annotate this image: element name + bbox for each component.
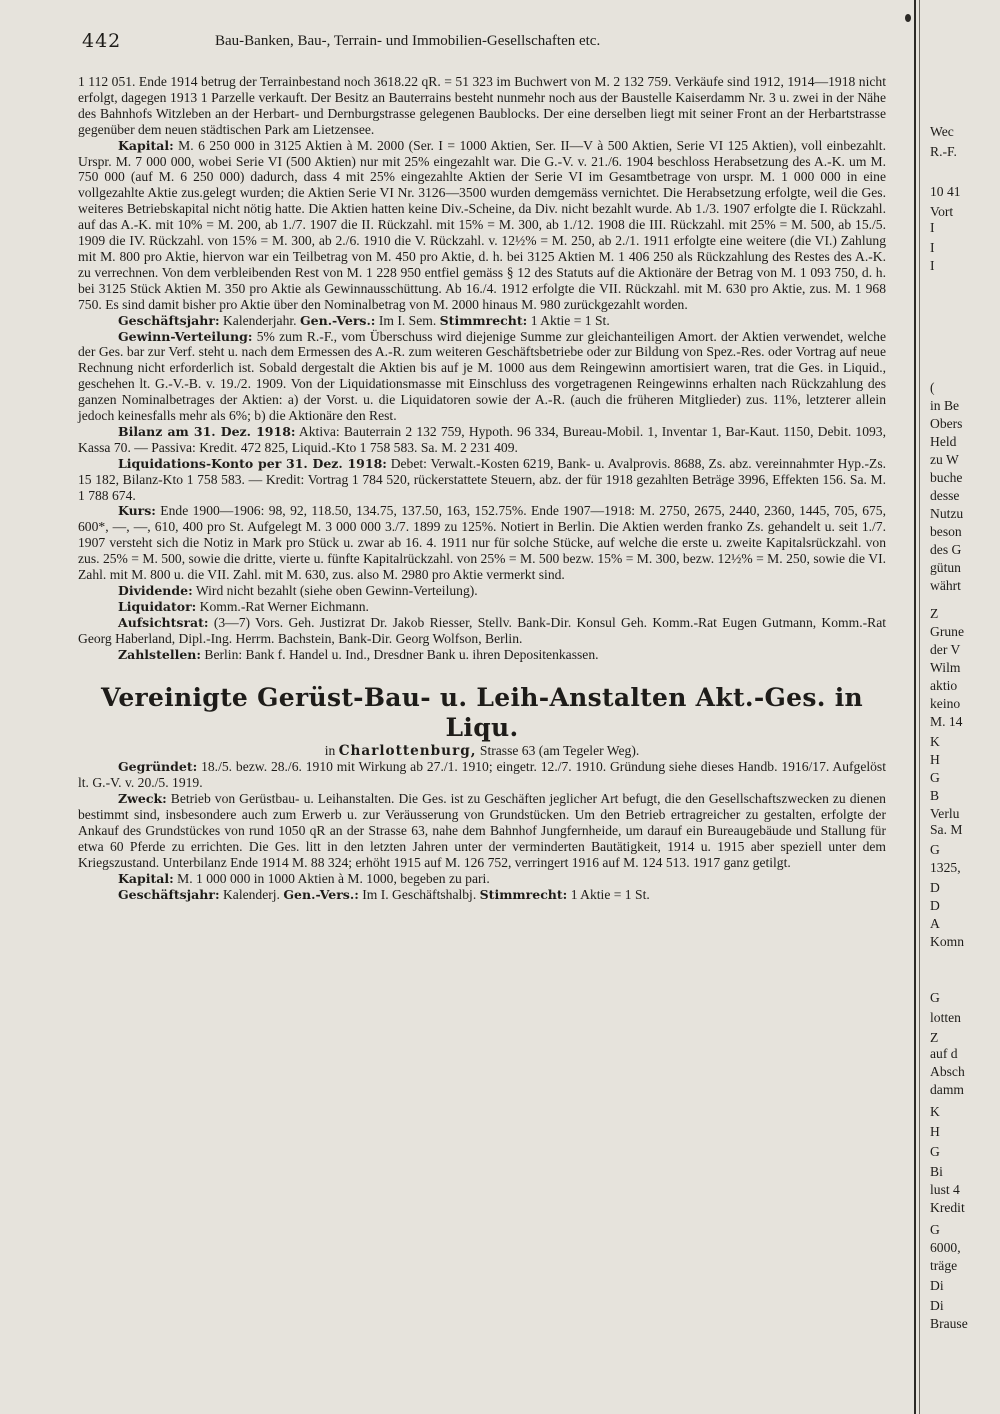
- adjacent-column-fragment: B: [930, 788, 940, 803]
- geschaeftsjahr2-label: Geschäftsjahr:: [118, 886, 220, 902]
- adjacent-column-fragment: Kredit: [930, 1200, 965, 1215]
- gewinn-paragraph: [78, 329, 886, 424]
- adjacent-column-fragment: Absch: [930, 1064, 965, 1079]
- liquidator-paragraph: [78, 599, 886, 615]
- adjacent-column-fragment: Vort: [930, 204, 954, 219]
- ink-spot: [905, 14, 911, 22]
- column-rule-thin: [919, 0, 920, 1414]
- adjacent-column-fragment: Z: [930, 606, 939, 621]
- liquidation-paragraph: [78, 456, 886, 504]
- adjacent-column-fragment: D: [930, 898, 940, 913]
- adjacent-column-fragment: Brause: [930, 1316, 968, 1331]
- adjacent-column-fragment: auf d: [930, 1046, 958, 1061]
- adjacent-column-fragment: Z: [930, 1030, 939, 1045]
- adjacent-column-fragment: der V: [930, 642, 961, 657]
- adjacent-column-fragment: Held: [930, 434, 957, 449]
- liquidation-text: Debet: Verwalt.-Kosten 6219, Bank- u. Avalprovis. 8688, Zs. abz. vereinnahmter Hyp.-Zs. 15 182, Bilanz-Kto 1 758 583. — Kredit: Vortrag 1 784 520, rückerstattete Steuern, abz. der für 1918 gezahlten Beträge 3996, Effekten 156. Sa. M. 1 788 674.: [78, 455, 887, 503]
- bilanz-paragraph: [78, 424, 886, 456]
- adjacent-column-fragment: 10 41: [930, 184, 961, 199]
- adjacent-column-fragment: Verlu: [930, 806, 960, 821]
- company-location: [78, 743, 886, 760]
- adjacent-column-fragment: G: [930, 1222, 940, 1237]
- stimmrecht-label: Stimmrecht:: [439, 312, 528, 328]
- zweck-label: Zweck:: [118, 791, 167, 807]
- adjacent-column-fragment: I: [930, 258, 935, 273]
- adjacent-column-fragment: Wilm: [930, 660, 961, 675]
- adjacent-column-fragment: 1325,: [930, 860, 961, 875]
- adjacent-column-fragment: I: [930, 220, 935, 235]
- liquidation-label: Liquidations-Konto per 31. Dez. 1918:: [118, 455, 387, 471]
- aufsichtsrat-text: (3—7) Vors. Geh. Justizrat Dr. Jakob Riesser, Stellv. Bank-Dir. Konsul Geh. Komm.-Rat Eugen Gutmann, Komm.-Rat Georg Haberland, Dipl.-Ing. Herrm. Bachstein, Bank-Dir. Georg Wolfson, Berlin.: [78, 614, 887, 646]
- adjacent-column-fragment: G: [930, 842, 940, 857]
- adjacent-column-fragment: M. 14: [930, 714, 963, 729]
- adjacent-column-fragment: desse: [930, 488, 960, 503]
- adjacent-column-fragment: Di: [930, 1278, 944, 1293]
- adjacent-column-fragment: K: [930, 1104, 940, 1119]
- zahlstellen-paragraph: [78, 647, 886, 663]
- running-title: Bau-Banken, Bau-, Terrain- und Immobilien-Gesellschaften etc.: [215, 33, 601, 49]
- location-city: Charlottenburg,: [338, 742, 477, 759]
- adjacent-column-fragment: Grune: [930, 624, 964, 639]
- adjacent-column-fragment: in Be: [930, 398, 960, 413]
- adjacent-column-fragment: des G: [930, 542, 962, 557]
- genvers-label: Gen.-Vers.:: [299, 312, 376, 328]
- kurs-paragraph: [78, 503, 886, 583]
- adjacent-column-fragment: 6000,: [930, 1240, 961, 1255]
- kurs-label: Kurs:: [118, 503, 156, 519]
- location-address: Strasse 63 (am Tegeler Weg).: [479, 742, 640, 758]
- zweck-paragraph: [78, 791, 886, 871]
- adjacent-column-fragment: lust 4: [930, 1182, 960, 1197]
- adjacent-column-fragment: K: [930, 734, 940, 749]
- adjacent-column-fragment: lotten: [930, 1010, 961, 1025]
- adjacent-column-fragment: währt: [930, 578, 961, 593]
- stimmrecht2-text: 1 Aktie = 1 St.: [570, 886, 650, 902]
- dividende-label: Dividende:: [118, 583, 193, 598]
- geschaeftsjahr-text: Kalenderjahr.: [222, 312, 297, 328]
- aufsichtsrat-label: Aufsichtsrat:: [118, 614, 209, 630]
- column-rule: [914, 0, 916, 1414]
- adjacent-column-fragment: H: [930, 752, 940, 767]
- zahlstellen-label: Zahlstellen:: [118, 646, 201, 662]
- terrain-paragraph: 1 112 051. Ende 1914 betrug der Terrainbestand noch 3618.22 qR. = 51 323 im Buchwert von M. 2 132 759. Verkäufe sind 1912, 1914—1918 nicht erfolgt, dagegen 1913 1 Parzelle verkauft. Der Besitz an Bauterrains besteht nunmehr noch aus der Baustelle Kaiserdamm Nr. 3 u. zwei in der Nähe des Bahnhofs Witzleben an der Herbart- und Dernburgstrasse gelegenen Baublocks. Der eine derselben liegt mit seiner Front an der Herbartstrasse gegenüber dem neuen städtischen Park am Lietzensee.: [78, 74, 886, 137]
- adjacent-column-fragment: Bi: [930, 1164, 943, 1179]
- genvers-text: Im I. Sem.: [378, 312, 437, 328]
- adjacent-column-fragment: damm: [930, 1082, 964, 1097]
- adjacent-column-fragment: träge: [930, 1258, 958, 1273]
- geschaeftsjahr2-text: Kalenderj.: [222, 886, 280, 902]
- geschaeftsjahr-paragraph: [78, 313, 886, 329]
- adjacent-page-column: [926, 0, 1000, 1414]
- gewinn-text: 5% zum R.-F., vom Überschuss wird diejenige Summe zur gleichanteiligen Amort. der Aktien verwendet, welche der Ges. bar zur Verf. steht u. nach dem Ermessen des A.-R. zum weiteren Geschäftsbetriebe oder zur Bildung von Spez.-Res. oder Vortrag auf neue Rechnung nicht erforderlich ist. Sobald dergestalt die Aktien bis auf je M. 1000 aus dem Reingewinn amortisiert waren, trat die Ges. in Liquid., geschehen lt. G.-V.-B. v. 19./2. 1909. Von der Liquidationsmasse mit Einschluss des vorgetragenen Reingewinns erhalten nach Rückzahlung des ganzen Nominalbetrages der Aktien: a) der Vorst. u. die Liquidatoren sowie der A.-R. (auch die früheren Mitglieder) zus. 11%, letzterer allein jedoch keinesfalls mehr als 6%; b) die Aktionäre den Rest.: [78, 328, 886, 424]
- adjacent-column-fragment: A: [930, 916, 940, 931]
- bilanz-label: Bilanz am 31. Dez. 1918:: [118, 423, 296, 439]
- gegruendet-label: Gegründet:: [118, 759, 198, 775]
- adjacent-column-fragment: beson: [930, 524, 962, 539]
- genvers2-text: Im I. Geschäftshalbj.: [362, 886, 477, 902]
- adjacent-column-fragment: (: [930, 380, 935, 395]
- adjacent-column-fragment: D: [930, 880, 940, 895]
- page-number: 442: [82, 30, 122, 52]
- gegruendet-paragraph: [78, 759, 886, 791]
- gewinn-label: Gewinn-Verteilung:: [118, 328, 253, 344]
- kapital-paragraph: [78, 138, 886, 313]
- adjacent-column-fragment: H: [930, 1124, 940, 1139]
- adjacent-column-fragment: Sa. M: [930, 822, 963, 837]
- kapital-text: M. 6 250 000 in 3125 Aktien à M. 2000 (Ser. I = 1000 Aktien, Ser. II—V à 500 Aktien, Serie VI 125 Aktien), voll einbezahlt. Urspr. M. 7 000 000, wobei Serie VI (500 Aktien) nur mit 25% eingezahlt war. Die G.-V. v. 21./6. 1904 beschloss Herabsetzung des A.-K. um M. 750 000 (auf M. 6 250 000) dadurch, dass 4 mit 25% eingezahlte Aktien der Serie VI im Gesamtbetrage von urspr. M. 1 000 000 in eine vollgezahlte Aktie zus.gelegt wurden; die Aktien Serie VI Nr. 3126—3500 wurden demgemäss vernichtet. Die Herabsetzung erfolgte, weil die Ges. weiteres Betriebskapital nicht nötig hatte. Die Aktien hatten keine Div.-Scheine, da Div. nicht bezahlt wurde. Ab 1./3. 1907 erfolgte die I. Rückzahl. auf das A.-K. mit 10% = M. 200, ab 1./7. 1907 die II. Rückzahl. mit 15% = M. 300, ab 1./12. 1908 die III. Rückzahl. mit 25% = M. 500, ab 15./5. 1909 die IV. Rückzahl. von 15% = M. 300, ab 2./6. 1910 die V. Rückzahl. v. 12½% = M. 250, ab 2./1. 1911 erfolgte eine weitere (die VI.) Zahlung mit M. 800 pro Aktie, hiervon war ein Teilbetrag von M. 450 pro Aktie, d. h. bei 3125 Aktien M. 1 406 250 als Rückzahlung des Restes des A.-K. zu verrechnen. Von dem verbleibenden Rest von M. 1 228 950 entfiel gemäss § 12 des Statuts auf die Aktionäre der Betrag von M. 1 093 750, d. h. bei 3125 Stück Aktien M. 350 pro Aktie als Gewinnausschüttung. Ab 16./4. 1912 erfolgte die VII. Rückzahl. mit M. 630 pro Aktie, zus. M. 1 968 750. Es sind damit bisher pro Aktie über den Nominalbetrag von M. 2000 hinaus M. 980 zurückgezahlt worden.: [78, 137, 886, 312]
- kapital2-paragraph: [78, 871, 886, 887]
- page-header: [82, 30, 902, 56]
- adjacent-column-fragment: Di: [930, 1298, 944, 1313]
- adjacent-column-fragment: gütun: [930, 560, 961, 575]
- adjacent-column-fragment: buche: [930, 470, 963, 485]
- geschaeftsjahr2-paragraph: [78, 887, 886, 903]
- zweck-text: Betrieb von Gerüstbau- u. Leihanstalten. Die Ges. ist zu Geschäften jeglicher Art befugt, die den Gesellschaftszwecken zu dienen bestimmt sind, insbesondere auch zum Erwerb u. zur Veräusserung von Grundstücken. Um den Betrieb ertragreicher zu gestalten, erfolgte der Ankauf des Grundstückes von rund 1050 qR an der Strasse 63, nahe dem Bahnhof Jungfernheide, um darauf ein Bureaugebäude und Stallung für etwa 60 Pferde zu errichten. Die Ges. litt in den letzten Jahren unter der verminderten Bautätigkeit, 1914 u. 1915 aber speziell unter dem Kriegszustand. Unterbilanz Ende 1914 M. 88 324; erhöht 1915 auf M. 126 752, verringert 1916 auf M. 124 513. 1917 ganz getilgt.: [78, 791, 886, 870]
- kapital2-text: M. 1 000 000 in 1000 Aktien à M. 1000, begeben zu pari.: [177, 870, 490, 886]
- adjacent-column-fragment: keino: [930, 696, 961, 711]
- geschaeftsjahr-label: Geschäftsjahr:: [118, 312, 220, 328]
- kapital-label: Kapital:: [118, 137, 174, 153]
- aufsichtsrat-paragraph: [78, 615, 886, 647]
- stimmrecht2-label: Stimmrecht:: [479, 886, 568, 902]
- adjacent-column-fragment: R.-F.: [930, 144, 957, 159]
- adjacent-column-fragment: Komn: [930, 934, 964, 949]
- kapital2-label: Kapital:: [118, 870, 174, 886]
- adjacent-column-fragment: Nutzu: [930, 506, 964, 521]
- adjacent-column-fragment: Wec: [930, 124, 954, 139]
- stimmrecht-text: 1 Aktie = 1 St.: [530, 312, 610, 328]
- liquidator-text: Komm.-Rat Werner Eichmann.: [199, 598, 369, 614]
- adjacent-column-fragment: G: [930, 770, 940, 785]
- adjacent-column-fragment: G: [930, 1144, 940, 1159]
- location-prefix: in: [324, 742, 336, 758]
- main-column: [78, 74, 886, 903]
- adjacent-column-fragment: Obers: [930, 416, 963, 431]
- adjacent-column-fragment: aktio: [930, 678, 958, 693]
- gegruendet-text: 18./5. bezw. 28./6. 1910 mit Wirkung ab 27./1. 1910; eingetr. 12./7. 1910. Gründung siehe dieses Handb. 1916/17. Aufgelöst lt. G.-V. v. 20./5. 1919.: [78, 759, 886, 791]
- bilanz-text: Aktiva: Bauterrain 2 132 759, Hypoth. 96 334, Bureau-Mobil. 1, Inventar 1, Bar-Kaut. 1150, Debit. 1093, Kassa 70. — Passiva: Kredit. 472 825, Liquid.-Kto 1 758 583. Sa. M. 2 231 409.: [78, 423, 886, 455]
- adjacent-column-fragment: I: [930, 240, 935, 255]
- adjacent-column-fragment: zu W: [930, 452, 959, 467]
- genvers2-label: Gen.-Vers.:: [283, 886, 359, 902]
- adjacent-column-fragment: G: [930, 990, 940, 1005]
- dividende-paragraph: [78, 583, 886, 599]
- zahlstellen-text: Berlin: Bank f. Handel u. Ind., Dresdner Bank u. ihren Depositenkassen.: [204, 646, 599, 662]
- liquidator-label: Liquidator:: [118, 598, 197, 614]
- company-title: Vereinigte Gerüst-Bau- u. Leih-Anstalten Akt.-Ges. in Liqu.: [100, 682, 864, 742]
- dividende-text: Wird nicht bezahlt (siehe oben Gewinn-Verteilung).: [195, 583, 478, 598]
- kurs-text: Ende 1900—1906: 98, 92, 118.50, 134.75, 137.50, 163, 152.75%. Ende 1907—1918: M. 2750, 2675, 2440, 2360, 1445, 705, 675, 600*, —, —, 610, 400 pro St. Aufgelegt M. 3 000 000 3./7. 1899 zu 125%. Notiert in Berlin. Die Aktien werden franko Zs. gehandelt u. seit 1./7. 1907 versteht sich die Notiz in Mark pro Stück u. zwar ab 16. 4. 1911 nur für solche Stücke, auf welche die erste u. zweite Kapitalsrückzahl. von zus. 25% = M. 500, sowie die dritte, vierte u. fünfte Kapitalrückzahl. von 25% = M. 500 bezw. 15% = M. 300, bezw. 12½% = M. 250, sowie die VI. Zahl. mit M. 800 u. die VII. Zahl. mit M. 630, zus. also M. 2980 pro Aktie vermerkt sind.: [78, 503, 886, 583]
